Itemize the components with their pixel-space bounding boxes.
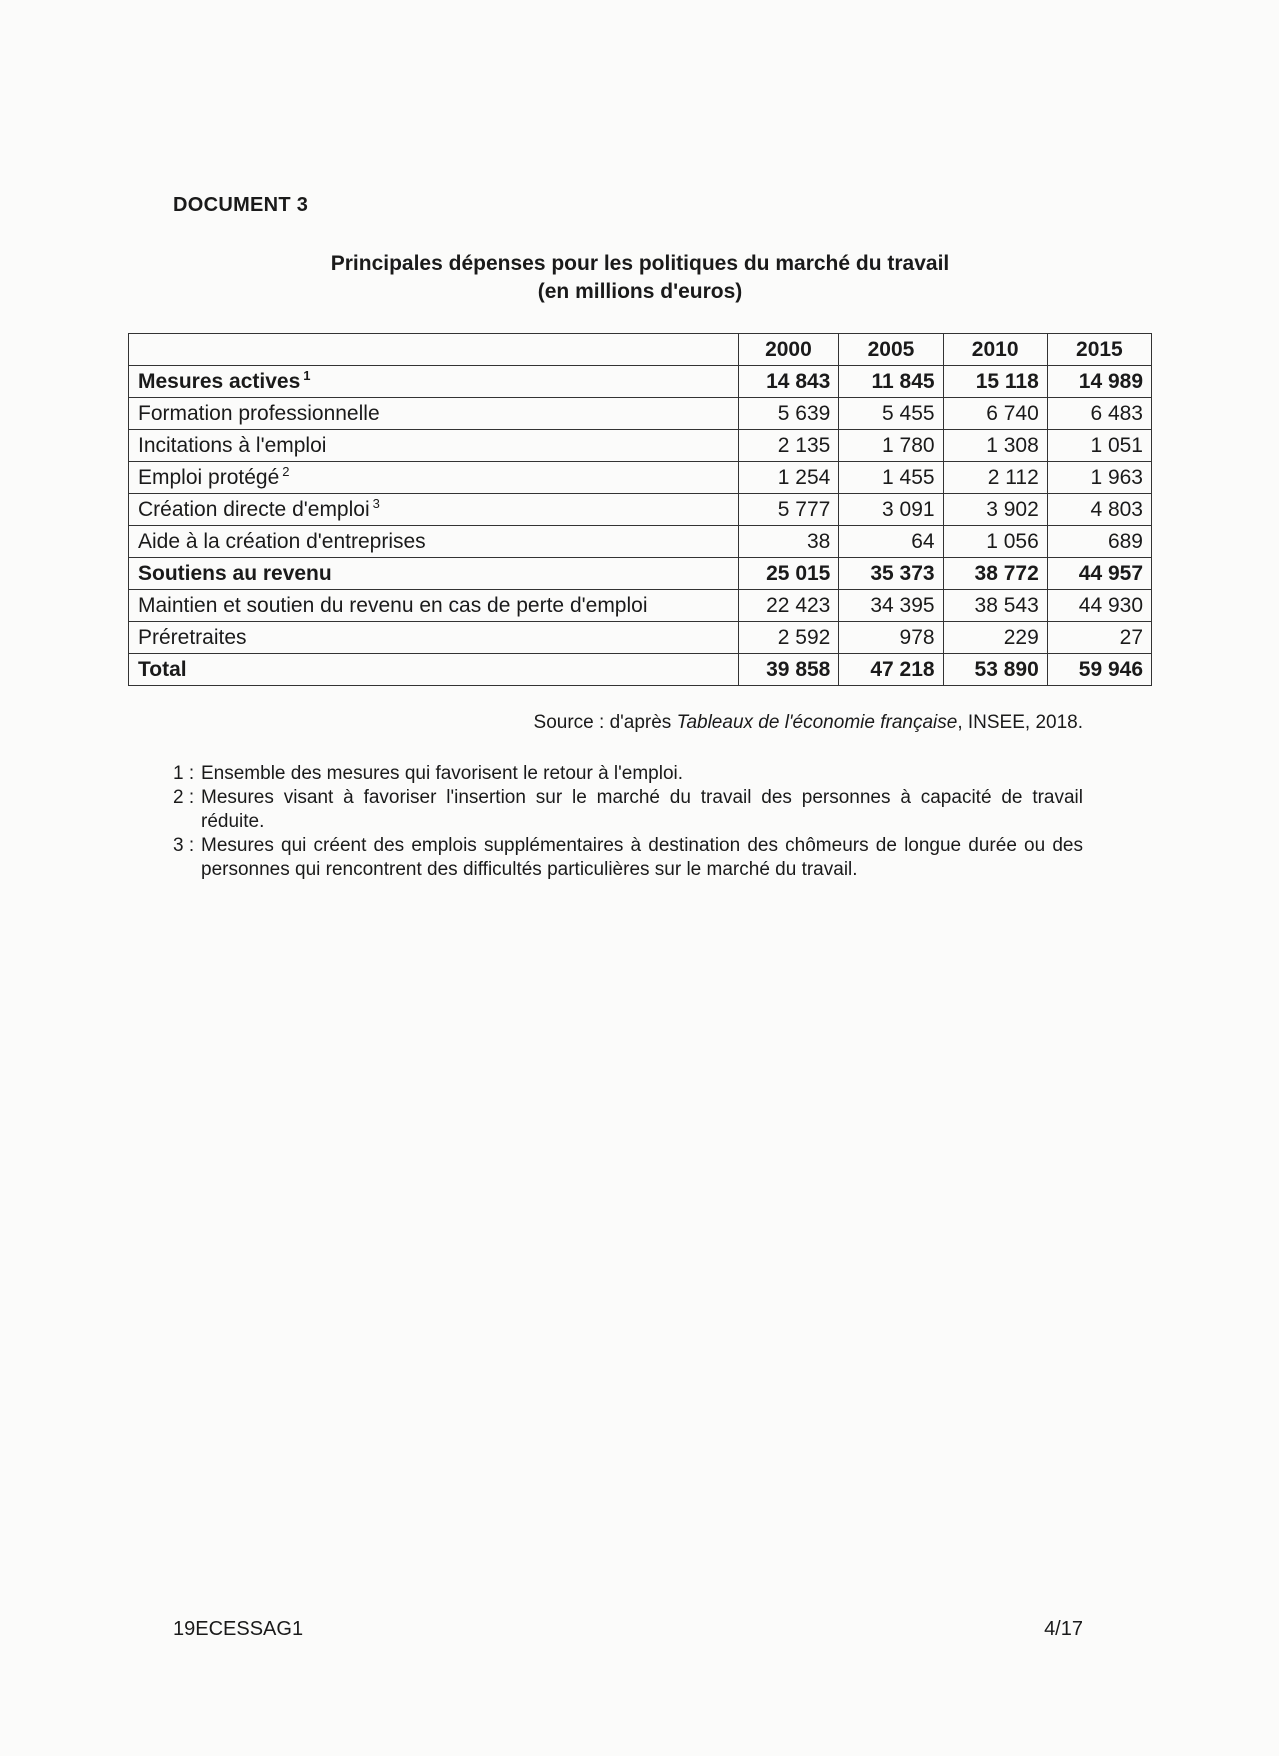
value-cell: 64 xyxy=(839,526,943,558)
value-cell: 22 423 xyxy=(738,590,839,622)
value-cell: 3 902 xyxy=(943,494,1047,526)
table-row xyxy=(129,398,1152,430)
value-cell: 35 373 xyxy=(839,558,943,590)
row-label-cell xyxy=(129,558,739,590)
table-title xyxy=(150,250,1130,306)
value-cell: 15 118 xyxy=(943,366,1047,398)
header-year: 2000 xyxy=(738,334,839,366)
value-cell: 978 xyxy=(839,622,943,654)
row-label-cell xyxy=(129,526,739,558)
footnote-text: Mesures visant à favoriser l'insertion sur le marché du travail des personnes à capacité de travail réduite. xyxy=(201,787,1083,832)
row-label: Mesures actives xyxy=(138,370,301,393)
table-header-row xyxy=(129,334,1152,366)
value-cell: 6 483 xyxy=(1047,398,1151,430)
value-cell: 2 135 xyxy=(738,430,839,462)
footnote-number: 2 : xyxy=(173,787,195,808)
value-cell: 1 254 xyxy=(738,462,839,494)
header-blank-cell xyxy=(129,334,739,366)
value-cell: 2 592 xyxy=(738,622,839,654)
value-cell: 1 051 xyxy=(1047,430,1151,462)
table-row xyxy=(129,590,1152,622)
value-cell: 59 946 xyxy=(1047,654,1151,686)
footnote xyxy=(173,786,1083,834)
exam-code: 19ECESSAG1 xyxy=(173,1618,304,1640)
footnote-number: 1 : xyxy=(173,763,195,784)
value-cell: 25 015 xyxy=(738,558,839,590)
value-cell: 4 803 xyxy=(1047,494,1151,526)
value-cell: 1 455 xyxy=(839,462,943,494)
footnote xyxy=(173,834,1083,882)
value-cell: 5 777 xyxy=(738,494,839,526)
value-cell: 47 218 xyxy=(839,654,943,686)
header-year: 2010 xyxy=(943,334,1047,366)
value-cell: 27 xyxy=(1047,622,1151,654)
row-label: Formation professionnelle xyxy=(138,402,380,425)
table-row xyxy=(129,430,1152,462)
footnote xyxy=(173,762,1083,786)
row-label-cell xyxy=(129,366,739,398)
footnote-marker: 2 xyxy=(282,464,290,479)
spending-table xyxy=(128,333,1152,686)
row-label-cell xyxy=(129,430,739,462)
table-row xyxy=(129,526,1152,558)
row-label: Emploi protégé xyxy=(138,466,280,489)
value-cell: 53 890 xyxy=(943,654,1047,686)
source-suffix: , INSEE, 2018. xyxy=(957,712,1083,733)
value-cell: 14 989 xyxy=(1047,366,1151,398)
value-cell: 689 xyxy=(1047,526,1151,558)
row-label-cell xyxy=(129,654,739,686)
header-year: 2005 xyxy=(839,334,943,366)
footnote-marker: 3 xyxy=(372,496,380,511)
value-cell: 44 930 xyxy=(1047,590,1151,622)
value-cell: 39 858 xyxy=(738,654,839,686)
value-cell: 1 308 xyxy=(943,430,1047,462)
row-label-cell xyxy=(129,462,739,494)
source-title: Tableaux de l'économie française xyxy=(676,712,958,733)
title-line-2: (en millions d'euros) xyxy=(537,280,743,303)
value-cell: 34 395 xyxy=(839,590,943,622)
row-label: Incitations à l'emploi xyxy=(138,434,327,457)
footnote-text: Ensemble des mesures qui favorisent le retour à l'emploi. xyxy=(201,763,684,784)
title-line-1: Principales dépenses pour les politiques du marché du travail xyxy=(330,252,950,275)
row-label: Préretraites xyxy=(138,626,247,649)
row-label: Total xyxy=(138,658,187,681)
footnote-number: 3 : xyxy=(173,835,195,856)
row-label: Maintien et soutien du revenu en cas de perte d'emploi xyxy=(138,594,648,617)
table-row xyxy=(129,654,1152,686)
table-body xyxy=(129,366,1152,686)
table-row xyxy=(129,558,1152,590)
value-cell: 1 963 xyxy=(1047,462,1151,494)
header-year: 2015 xyxy=(1047,334,1151,366)
value-cell: 1 780 xyxy=(839,430,943,462)
footnote-marker: 1 xyxy=(303,368,311,383)
footnotes xyxy=(173,762,1083,882)
row-label-cell xyxy=(129,622,739,654)
value-cell: 229 xyxy=(943,622,1047,654)
table-row xyxy=(129,622,1152,654)
row-label-cell xyxy=(129,590,739,622)
table-row xyxy=(129,462,1152,494)
value-cell: 14 843 xyxy=(738,366,839,398)
value-cell: 5 455 xyxy=(839,398,943,430)
row-label: Création directe d'emploi xyxy=(138,498,370,521)
page-number: 4/17 xyxy=(1044,1618,1083,1640)
value-cell: 38 772 xyxy=(943,558,1047,590)
table-row xyxy=(129,494,1152,526)
value-cell: 1 056 xyxy=(943,526,1047,558)
row-label: Soutiens au revenu xyxy=(138,562,332,585)
table-row xyxy=(129,366,1152,398)
value-cell: 6 740 xyxy=(943,398,1047,430)
value-cell: 2 112 xyxy=(943,462,1047,494)
row-label: Aide à la création d'entreprises xyxy=(138,530,426,553)
value-cell: 44 957 xyxy=(1047,558,1151,590)
row-label-cell xyxy=(129,398,739,430)
value-cell: 38 543 xyxy=(943,590,1047,622)
document-label: DOCUMENT 3 xyxy=(173,194,309,216)
source-citation xyxy=(534,712,1083,734)
value-cell: 5 639 xyxy=(738,398,839,430)
source-prefix: Source : d'après xyxy=(533,712,677,733)
value-cell: 38 xyxy=(738,526,839,558)
value-cell: 3 091 xyxy=(839,494,943,526)
footnote-text: Mesures qui créent des emplois supplémentaires à destination des chômeurs de longue durée ou des personnes qui rencontrent des difficultés particulières sur le marché du travail. xyxy=(201,835,1083,880)
value-cell: 11 845 xyxy=(839,366,943,398)
row-label-cell xyxy=(129,494,739,526)
